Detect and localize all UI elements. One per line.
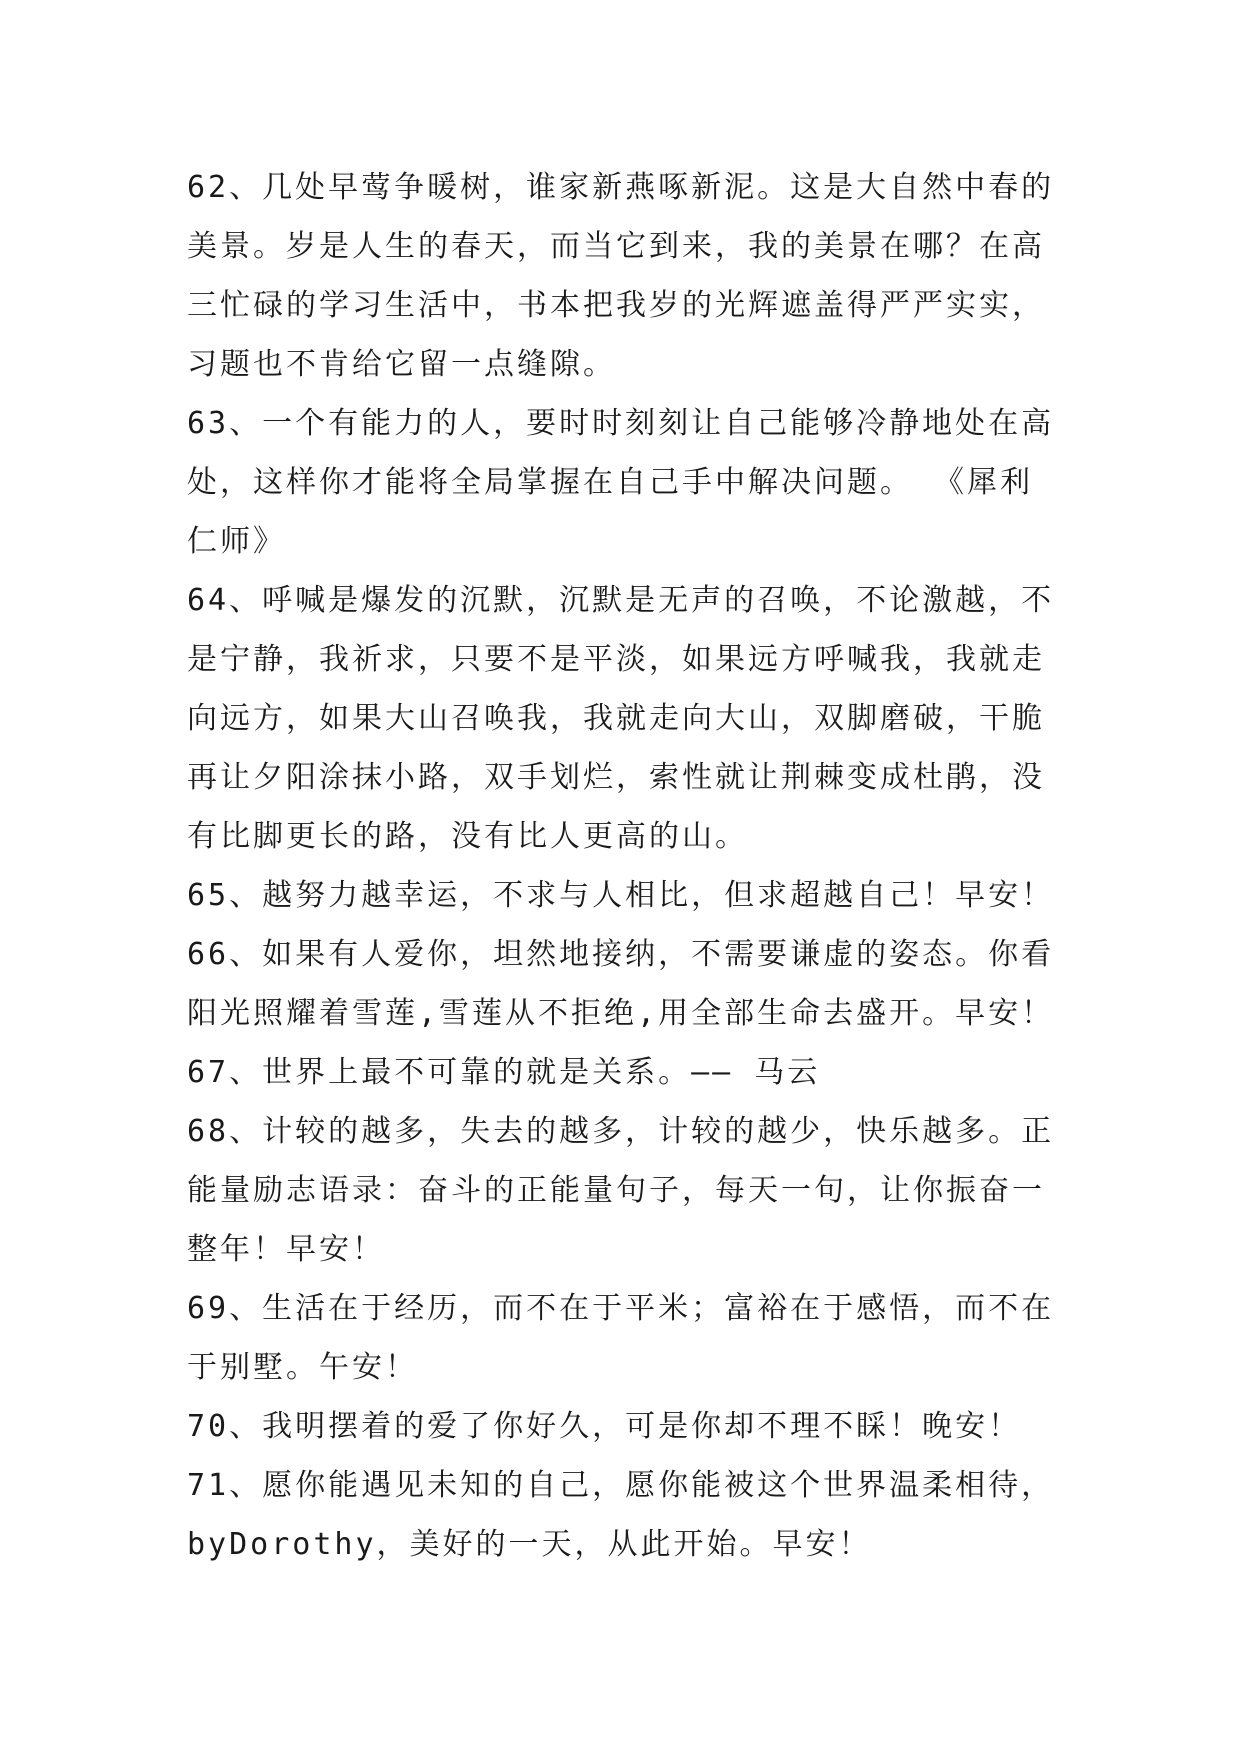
text-line: 64、呼喊是爆发的沉默，沉默是无声的召唤，不论激越，不	[187, 583, 1055, 618]
text-line: 美景。岁是人生的春天，而当它到来，我的美景在哪？在高	[187, 229, 1045, 264]
text-line: 能量励志语录：奋斗的正能量句子，每天一句，让你振奋一	[187, 1173, 1045, 1208]
text-line: 68、计较的越多，失去的越多，计较的越少，快乐越多。正	[187, 1114, 1055, 1149]
text-line: byDorothy，美好的一天，从此开始。早安！	[187, 1527, 872, 1562]
text-line: 再让夕阳涂抹小路，双手划烂，索性就让荆棘变成杜鹃，没	[187, 760, 1045, 795]
text-line: 整年！早安！	[187, 1232, 385, 1267]
text-line: 是宁静，我祈求，只要不是平淡，如果远方呼喊我，我就走	[187, 642, 1045, 677]
text-line: 三忙碌的学习生活中，书本把我岁的光辉遮盖得严严实实，	[187, 288, 1045, 323]
text-line: 有比脚更长的路，没有比人更高的山。	[187, 819, 748, 854]
text-line: 习题也不肯给它留一点缝隙。	[187, 347, 616, 382]
text-line: 阳光照耀着雪莲,雪莲从不拒绝,用全部生命去盛开。早安！	[187, 996, 1055, 1031]
text-line: 处，这样你才能将全局掌握在自己手中解决问题。 《犀利	[187, 465, 1034, 500]
text-line: 69、生活在于经历，而不在于平米；富裕在于感悟，而不在	[187, 1291, 1055, 1326]
document-body	[187, 158, 1057, 1574]
text-line: 71、愿你能遇见未知的自己，愿你能被这个世界温柔相待，	[187, 1468, 1055, 1503]
text-line: 65、越努力越幸运，不求与人相比，但求超越自己！早安！	[187, 878, 1055, 913]
text-line: 于别墅。午安！	[187, 1350, 418, 1385]
text-line: 62、几处早莺争暖树，谁家新燕啄新泥。这是大自然中春的	[187, 170, 1055, 205]
text-line: 63、一个有能力的人，要时时刻刻让自己能够冷静地处在高	[187, 406, 1055, 441]
text-line: 67、世界上最不可靠的就是关系。—— 马云	[187, 1055, 821, 1090]
text-line: 70、我明摆着的爱了你好久，可是你却不理不睬！晚安！	[187, 1409, 1022, 1444]
text-line: 66、如果有人爱你，坦然地接纳，不需要谦虚的姿态。你看	[187, 937, 1055, 972]
text-line: 向远方，如果大山召唤我，我就走向大山，双脚磨破，干脆	[187, 701, 1045, 736]
text-line: 仁师》	[187, 524, 286, 559]
